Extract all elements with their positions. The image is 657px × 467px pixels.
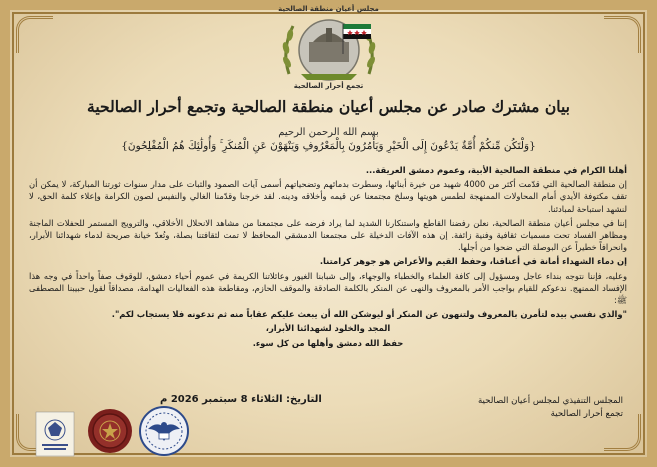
signatories	[478, 395, 623, 421]
ornament-corner	[604, 16, 641, 53]
emblem-stamp-icon	[32, 410, 78, 458]
paragraph: إننا في مجلس أعيان منطقة الصالحية، نعلن رفضنا القاطع واستنكارنا الشديد لما يراد فرضه على مجتمعنا من مشاهد الانحلال الأخلاقي، والترويج المستمر للحفلات الماجنة ومظاهر الفساد تحت مسميات ثقافية وفنية زائفة. إن هذه الآفات الدخيلة على مجتمعنا الدمشقي المحافظ لا تمت لثقافتنا بصلة، وتُعدّ خيانة صريحة لدماء شهدائنا الأبرار، وانحرافاً خطيراً عن البوصلة التي ضحوا من أجلها.	[29, 217, 627, 253]
greeting: أهلنا الكرام في منطقة الصالحية الأبية، وعموم دمشق العريقة...	[365, 165, 627, 175]
paragraph: إن دماء الشهداء أمانة في أعناقنا، وحفظ القيم والأعراض هو جوهر كرامتنا.	[319, 256, 627, 267]
paragraph: إن منطقة الصالحية التي قدّمت أكثر من 4000 شهيد من خيرة أبنائها، وسطرت بدمائهم وتضحياتهم أسمى آيات الصمود والثبات على مدار سنوات ثورتنا المباركة، لا يمكن أن تقف مكتوفة الأيدي أمام المحاولات الممنهجة لطمس هويتها وسلخ مجتمعنا عن قيمه وأخلاقه ودينه. لقد خرجنا وقدّمنا الغالي والنفيس لصون الكرامة وإعلاء كلمة الحق، لا لنشهد استباحة لمبادئنا.	[29, 179, 628, 214]
emblem-top-text: مجلس أعيان منطقة الصالحية	[278, 5, 379, 13]
hadith: "والذي نفسي بيده لتأمرن بالمعروف ولتنهون عن المنكر أو ليوشكن الله أن يبعث عليكم عقاباً منه ثم تدعونه فلا يستجاب لكم".	[111, 309, 627, 320]
statement-body	[29, 164, 627, 351]
emblem-bottom-text: تجمع أحرار الصالحية	[293, 82, 364, 90]
statement-title: بيان مشترك صادر عن مجلس أعيان منطقة الصالحية وتجمع أحرار الصالحية	[87, 97, 570, 116]
closing-line: المجد والخلود لشهدائنا الأبرار،	[265, 323, 391, 334]
ornament-corner	[16, 16, 53, 53]
statement-date: التاريخ: الثلاثاء 8 سبتمبر 2026 م	[160, 394, 322, 405]
signatory: المجلس التنفيذي لمجلس أعيان الصالحية	[477, 396, 623, 406]
closing-line: حفظ الله دمشق وأهلها من كل سوء.	[252, 337, 404, 348]
emblem-icon	[279, 14, 379, 82]
council-emblem	[254, 2, 404, 94]
basmala: بسم الله الرحمن الرحيم	[278, 127, 379, 138]
signatory: تجمع أحرار الصالحية	[550, 409, 623, 419]
wax-seal-icon	[86, 407, 134, 455]
quran-verse: {وَلْتَكُن مِّنكُمْ أُمَّةٌ يَدْعُونَ إِلَى الْخَيْرِ وَيَأْمُرُونَ بِالْمَعْرُوفِ وَيَنْهَوْنَ عَنِ الْمُنكَرِ ۚ وَأُولَٰئِكَ هُمُ الْمُفْلِحُونَ}	[121, 140, 536, 152]
eagle-seal-icon	[138, 405, 190, 457]
paragraph: وعليه، فإننا نتوجه بنداء عاجل ومسؤول إلى كافة العلماء والخطباء والوجهاء، وإلى شبابنا الغيور وعائلاتنا الكريمة في عموم أحياء دمشق، للوقوف صفاً واحداً في وجه هذا الإفساد الممنهج. ندعوكم للقيام بواجب الأمر بالمعروف والنهى عن المنكر بالكلمة الصادقة والموقف الحازم، ومقاطعة هذه الفعاليات الهدامة، مصداقاً لقول حبيبنا المصطفى ﷺ:	[29, 270, 627, 306]
